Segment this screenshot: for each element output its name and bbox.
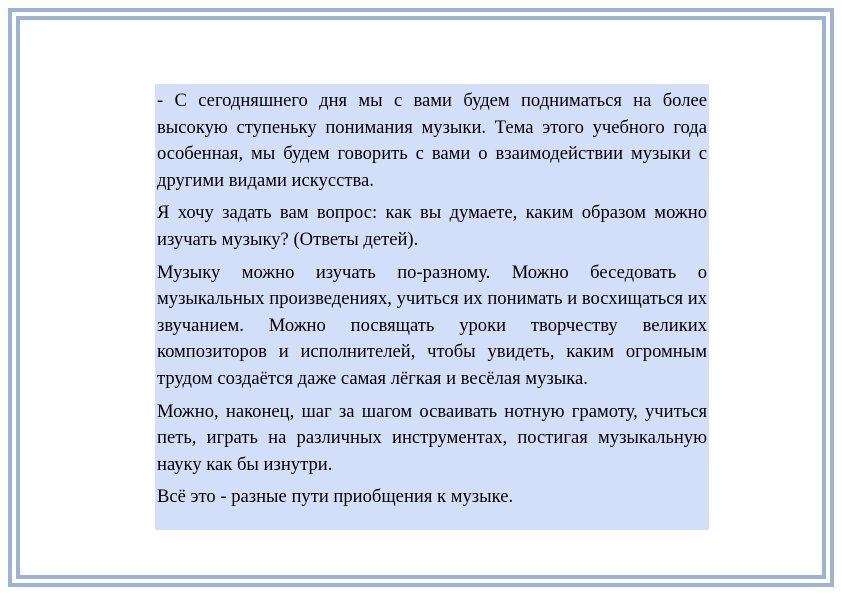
text-block bbox=[155, 84, 709, 530]
paragraph-conclusion: Всё это - разные пути приобщения к музыке. bbox=[157, 486, 514, 508]
paragraph-question: Я хочу задать вам вопрос: как вы думаете, каким образом можно изучать музыку? (Ответы детей). bbox=[157, 202, 707, 250]
paragraph-ways-to-study: Музыку можно изучать по-разному. Можно беседовать о музыкальных произведениях, учиться их понимать и восхищаться их звучанием. Можно посвящать уроки творчеству великих композиторов и исполнителей, чтобы увидеть, каким огромным трудом создаётся даже самая лёгкая и весёлая музыка. bbox=[157, 261, 707, 389]
paragraph-intro: - С сегодняшнего дня мы с вами будем подниматься на более высокую ступеньку понимания музыки. Тема этого учебного года особенная, мы будем говорить с вами о взаимодействии музыки с другими видами искусства. bbox=[157, 90, 707, 191]
paragraph-notation: Можно, наконец, шаг за шагом осваивать нотную грамоту, учиться петь, играть на различных инструментах, постигая музыкальную науку как бы изнутри. bbox=[157, 400, 707, 475]
